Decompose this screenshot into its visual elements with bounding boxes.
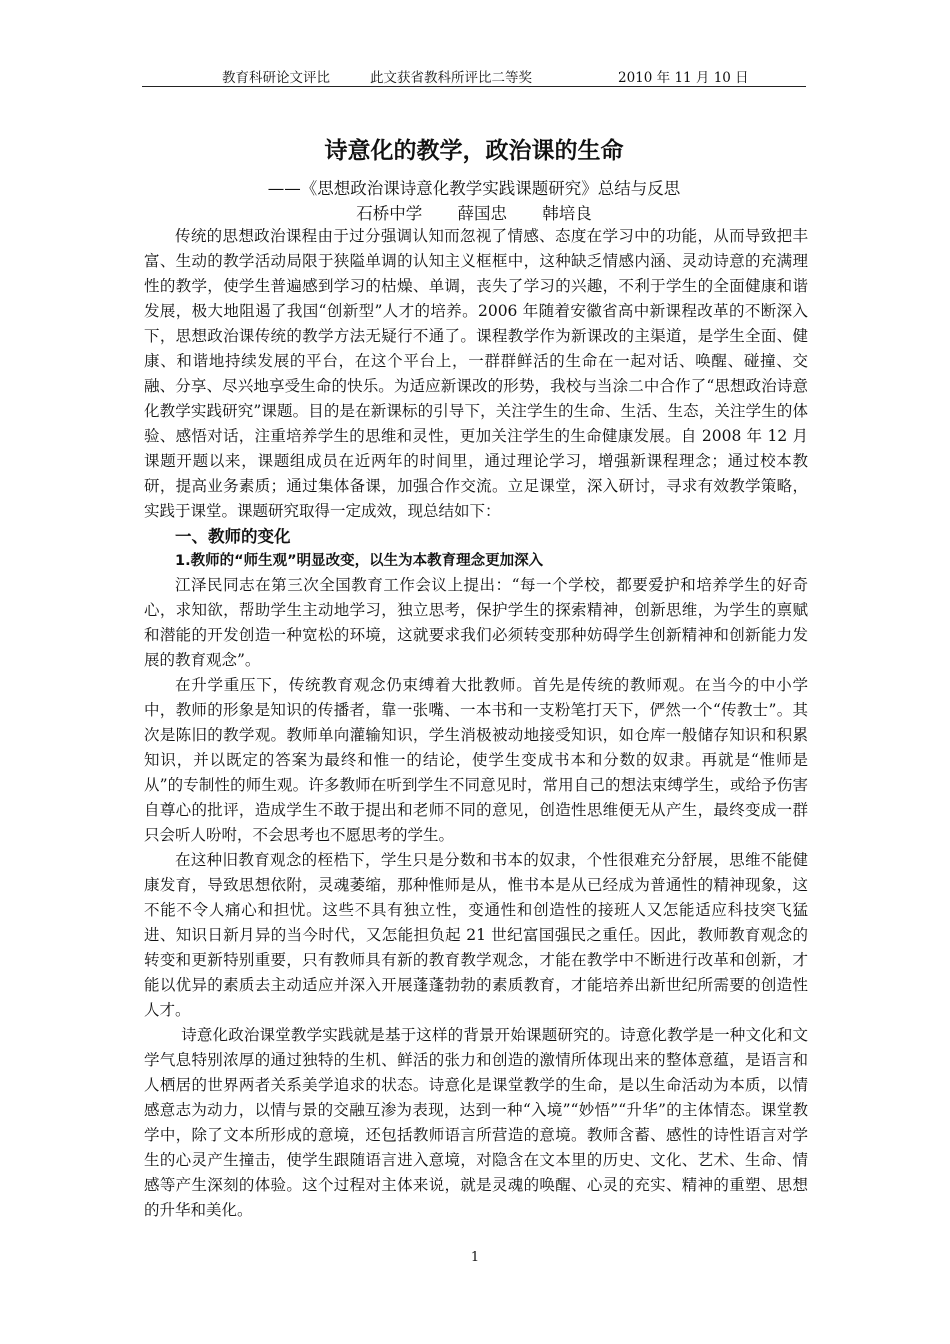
header-category: 教育科研论文评比 <box>222 70 330 86</box>
paragraph-old-concepts: 在这种旧教育观念的桎梏下，学生只是分数和书本的奴隶，个性很难充分舒展，思维不能健康发育，导致思想依附，灵魂萎缩，那种惟师是从，惟书本是从已经成为普通性的精神现象，这不能不令人痛心和担忧。这些不具有独立性，变通性和创造性的接班人又怎能适应科技突飞猛进、知识日新月异的当今时代，又怎能担负起 21 世纪富国强民之重任。因此，教师教育观念的转变和更新特别重要，只有教师具有新的教育教学观念，才能在教学中不断进行改革和创新，才能以优异的素质去主动适应并深入开展蓬蓬勃勃的素质教育，才能培养出新世纪所需要的创造性人才。 <box>144 851 808 1019</box>
header-date: 2010 年 11 月 10 日 <box>618 70 749 86</box>
subsection-heading: 1.教师的“师生观”明显改变，以生为本教育理念更加深入 <box>175 553 544 569</box>
paragraph-quote: 江泽民同志在第三次全国教育工作会议上提出：“每一个学校，都要爱护和培养学生的好奇心，求知欲，帮助学生主动地学习，独立思考，保护学生的探索精神，创新思维，为学生的禀赋和潜能的开发创造一种宽松的环境，这就要求我们必须转变那种妨碍学生创新精神和创新能力发展的教育观念”。 <box>144 576 808 669</box>
header-award: 此文获省教科所评比二等奖 <box>370 70 532 86</box>
paragraph-intro: 传统的思想政治课程由于过分强调认知而忽视了情感、态度在学习中的功能，从而导致把丰富、生动的教学活动局限于狭隘单调的认知主义框框中，这种缺乏情感内涵、灵动诗意的充满理性的教学，使学生普遍感到学习的枯燥、单调，丧失了学习的兴趣，不利于学生的全面健康和谐发展，极大地阻遏了我国“创新型”人才的培养。2006 年随着安徽省高中新课程改革的不断深入下，思想政治课传统的教学方法无疑行不通了。课程教学作为新课改的主渠道，是学生全面、健康、和谐地持续发展的平台，在这个平台上，一群群鲜活的生命在一起对话、唤醒、碰撞、交融、分享、尽兴地享受生命的快乐。为适应新课改的形势，我校与当涂二中合作了“思想政治诗意化教学实践研究”课题。目的是在新课标的引导下，关注学生的生命、生活、生态，关注学生的体验、感悟对话，注重培养学生的思维和灵性，更加关注学生的生命健康发展。自 2008 年 12 月课题开题以来，课题组成员在近两年的时间里，通过理论学习，增强新课程理念；通过校本教研，提高业务素质；通过集体备课，加强合作交流。立足课堂，深入研讨，寻求有效教学策略，实践于课堂。课题研究取得一定成效，现总结如下： <box>144 227 808 520</box>
author-name-1: 薛国忠 <box>457 204 507 223</box>
page-number: 1 <box>470 1250 480 1265</box>
section-heading: 一、教师的变化 <box>175 527 291 546</box>
paragraph-poetic-teaching: 诗意化政治课堂教学实践就是基于这样的背景开始课题研究的。诗意化教学是一种文化和文学气息特别浓厚的通过独特的生机、鲜活的张力和创造的激情所体现出来的整体意蕴，是语言和人栖居的世界两者关系美学追求的状态。诗意化是课堂教学的生命，是以生命活动为本质，以情感意志为动力，以情与景的交融互渗为表现，达到一种“入境”“妙悟”“升华”的主体情态。课堂教学中，除了文本所形成的意境，还包括教师语言所营造的意境。教师含蓄、感性的诗性语言对学生的心灵产生撞击，使学生跟随语言进入意境，对隐含在文本里的历史、文化、艺术、生命、情感等产生深刻的体验。这个过程对主体来说，就是灵魂的唤醒、心灵的充实、精神的重塑、思想的升华和美化。 <box>144 1026 808 1219</box>
document-body <box>144 224 808 1223</box>
page-header <box>142 64 806 87</box>
paragraph-traditional-views: 在升学重压下，传统教育观念仍束缚着大批教师。首先是传统的教师观。在当今的中小学中，教师的形象是知识的传播者，靠一张嘴、一本书和一支粉笔打天下，俨然一个“传教士”。其次是陈旧的教学观。教师单向灌输知识，学生消极被动地接受知识，如仓库一般储存知识和积累知识，并以既定的答案为最终和惟一的结论，使学生变成书本和分数的奴隶。再就是“惟师是从”的专制性的师生观。许多教师在听到学生不同意见时，常用自己的想法束缚学生，或给予伤害自尊心的批评，造成学生不敢于提出和老师不同的意见，创造性思维便无从产生，最终变成一群只会听人吩咐，不会思考也不愿思考的学生。 <box>144 676 808 844</box>
author-line <box>142 200 806 224</box>
author-school: 石桥中学 <box>356 204 423 223</box>
document-title: 诗意化的教学，政治课的生命 <box>324 138 624 164</box>
document-subtitle: ——《思想政治课诗意化教学实践课题研究》总结与反思 <box>267 179 681 198</box>
author-name-2: 韩培良 <box>542 204 592 223</box>
